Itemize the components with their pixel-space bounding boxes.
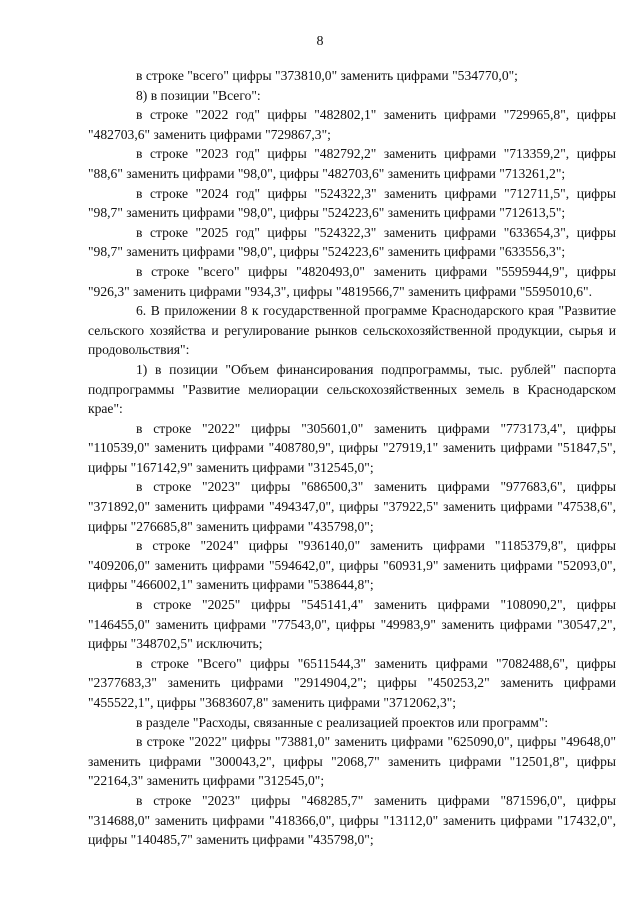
document-body xyxy=(88,66,616,850)
paragraph: в строке "Всего" цифры "6511544,3" заменить цифрами "7082488,6", цифры "2377683,3" заменить цифрами "2914904,2"; цифры "450253,2" заменить цифрами "455522,1", цифры "3683607,8" заменить цифрами "3712062,3"; xyxy=(88,655,616,710)
paragraph: в строке "2023" цифры "468285,7" заменить цифрами "871596,0", цифры "314688,0" заменить цифрами "418366,0", цифры "13112,0" заменить цифрами "17432,0", цифры "140485,7" заменить цифрами "435798,0"; xyxy=(88,792,616,848)
paragraph: 1) в позиции "Объем финансирования подпрограммы, тыс. рублей" паспорта подпрограммы "Развитие мелиорации сельскохозяйственных земель в Краснодарском крае": xyxy=(88,361,616,417)
paragraph: в строке "2023 год" цифры "482792,2" заменить цифрами "713359,2", цифры "88,6" заменить цифрами "98,0", цифры "482703,6" заменить цифрами "713261,2"; xyxy=(88,146,616,181)
paragraph: 6. В приложении 8 к государственной программе Краснодарского края "Развитие сельского хозяйства и регулирование рынков сельскохозяйственной продукции, сырья и продовольствия": xyxy=(88,303,616,358)
paragraph: в строке "2024 год" цифры "524322,3" заменить цифрами "712711,5", цифры "98,7" заменить цифрами "98,0", цифры "524223,6" заменить цифрами "712613,5"; xyxy=(88,185,616,221)
paragraph: в строке "2022" цифры "73881,0" заменить цифрами "625090,0", цифры "49648,0" заменить цифрами "300043,2", цифры "2068,7" заменить цифрами "12501,8", цифры "22164,3" заменить цифрами "312545,0"; xyxy=(88,734,616,789)
paragraph: в строке "2024" цифры "936140,0" заменить цифрами "1185379,8", цифры "409206,0" заменить цифрами "594642,0", цифры "60931,9" заменить цифрами "52093,0", цифры "466002,1" заменить цифрами "538644,8"; xyxy=(88,538,616,593)
paragraph: в строке "2022" цифры "305601,0" заменить цифрами "773173,4", цифры "110539,0" заменить цифрами "408780,9", цифры "27919,1" заменить цифрами "51847,5", цифры "167142,9" заменить цифрами "312545,0"; xyxy=(88,420,616,475)
page-number: 8 xyxy=(316,34,324,49)
paragraph: в разделе "Расходы, связанные с реализацией проектов или программ": xyxy=(136,714,549,730)
paragraph: в строке "всего" цифры "4820493,0" заменить цифрами "5595944,9", цифры "926,3" заменить цифрами "934,3", цифры "4819566,7" заменить цифрами "5595010,6". xyxy=(88,263,616,299)
paragraph: в строке "2023" цифры "686500,3" заменить цифрами "977683,6", цифры "371892,0" заменить цифрами "494347,0", цифры "37922,5" заменить цифрами "47538,6", цифры "276685,8" заменить цифрами "435798,0"; xyxy=(88,479,616,534)
paragraph: в строке "всего" цифры "373810,0" заменить цифрами "534770,0"; xyxy=(136,68,518,83)
paragraph: в строке "2022 год" цифры "482802,1" заменить цифрами "729965,8", цифры "482703,6" заменить цифрами "729867,3"; xyxy=(88,107,616,142)
paragraph: в строке "2025 год" цифры "524322,3" заменить цифрами "633654,3", цифры "98,7" заменить цифрами "98,0", цифры "524223,6" заменить цифрами "633556,3"; xyxy=(88,224,616,260)
paragraph: в строке "2025" цифры "545141,4" заменить цифрами "108090,2", цифры "146455,0" заменить цифрами "77543,0", цифры "49983,9" заменить цифрами "30547,2", цифры "348702,5" исключить; xyxy=(88,597,616,652)
paragraph: 8) в позиции "Всего": xyxy=(136,87,261,103)
